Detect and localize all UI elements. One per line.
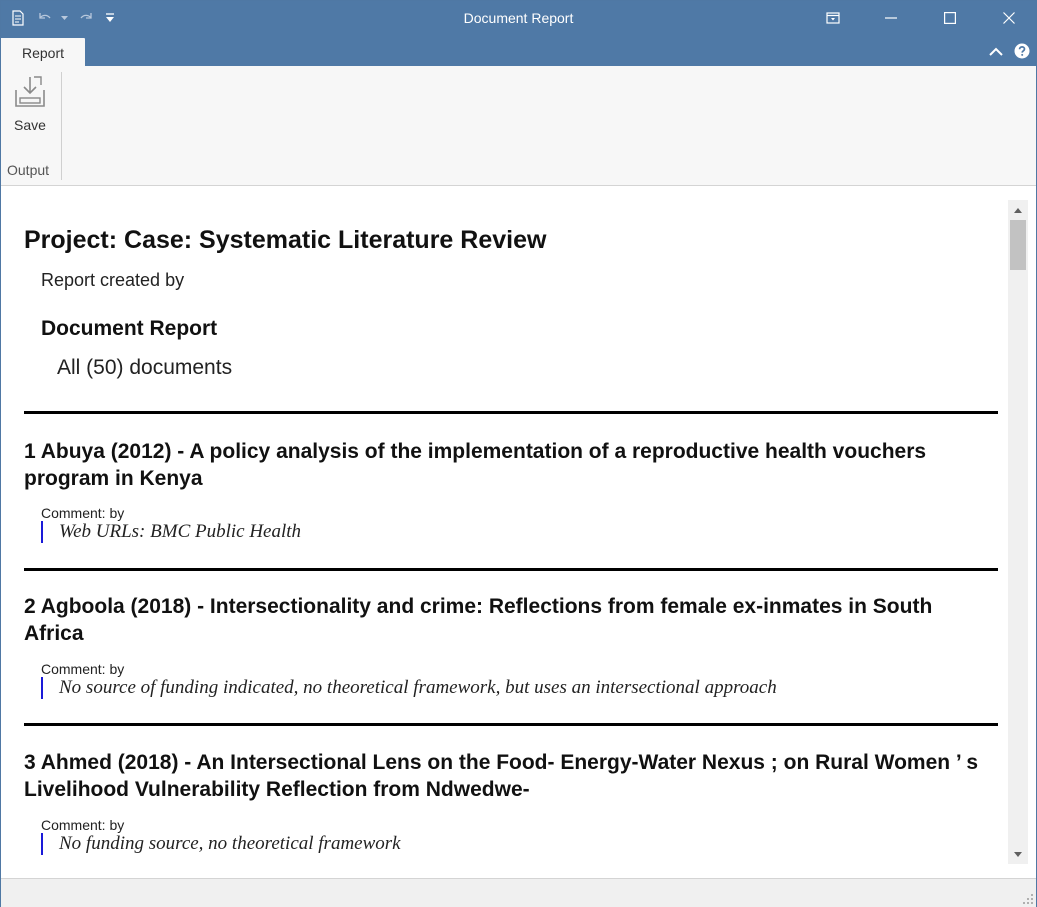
report-created-by: Report created by [41, 270, 185, 290]
title-bar [1, 1, 1036, 35]
separator-rule [24, 411, 998, 414]
help-icon[interactable] [1012, 41, 1032, 61]
maximize-button[interactable] [927, 1, 973, 35]
vertical-scrollbar[interactable] [1008, 200, 1028, 864]
save-button[interactable] [5, 70, 55, 134]
document-entry-title: 3 Ahmed (2018) - An Intersectional Lens on the Food- Energy-Water Nexus ; on Rural Women ’ s Livelihood Vulnerability Reflection from Ndwedwe- [24, 751, 979, 801]
window-title: Document Report [463, 10, 574, 26]
document-count: All (50) documents [57, 356, 233, 379]
report-viewer [1, 186, 1036, 878]
document-entry-title: 1 Abuya (2012) - A policy analysis of the implementation of a reproductive health vouchers program in Kenya [24, 440, 927, 490]
comment-label: Comment: by [41, 505, 125, 521]
project-title: Project: Case: Systematic Literature Review [24, 226, 547, 254]
ribbon-panel [1, 66, 1036, 186]
document-entry-title: 2 Agboola (2018) - Intersectionality and crime: Reflections from female ex-inmates in South Africa [24, 595, 933, 645]
scroll-down-arrow-icon[interactable] [1008, 846, 1028, 862]
status-bar [1, 878, 1036, 907]
scroll-up-arrow-icon[interactable] [1008, 202, 1028, 218]
comment-label: Comment: by [41, 817, 125, 833]
comment-label: Comment: by [41, 661, 125, 677]
tab-report[interactable]: Report [1, 38, 85, 67]
close-button[interactable] [986, 1, 1032, 35]
collapse-ribbon-icon[interactable] [986, 41, 1006, 61]
ribbon-display-options-icon[interactable] [810, 1, 856, 35]
separator-rule [24, 723, 998, 726]
minimize-button[interactable] [868, 1, 914, 35]
resize-grip-icon[interactable] [1022, 893, 1034, 905]
separator-rule [24, 568, 998, 571]
ribbon-group-label: Output [7, 162, 50, 178]
ribbon-group-divider [61, 72, 62, 180]
comment-text: No funding source, no theoretical framework [41, 833, 401, 855]
comment-text: Web URLs: BMC Public Health [41, 521, 301, 543]
save-label: Save [14, 117, 46, 133]
comment-text: No source of funding indicated, no theoretical framework, but uses an intersectional approach [41, 677, 777, 699]
scrollbar-thumb[interactable] [1010, 220, 1026, 270]
section-title: Document Report [41, 317, 218, 340]
ribbon-tab-row [1, 35, 1036, 66]
save-icon [13, 74, 47, 110]
